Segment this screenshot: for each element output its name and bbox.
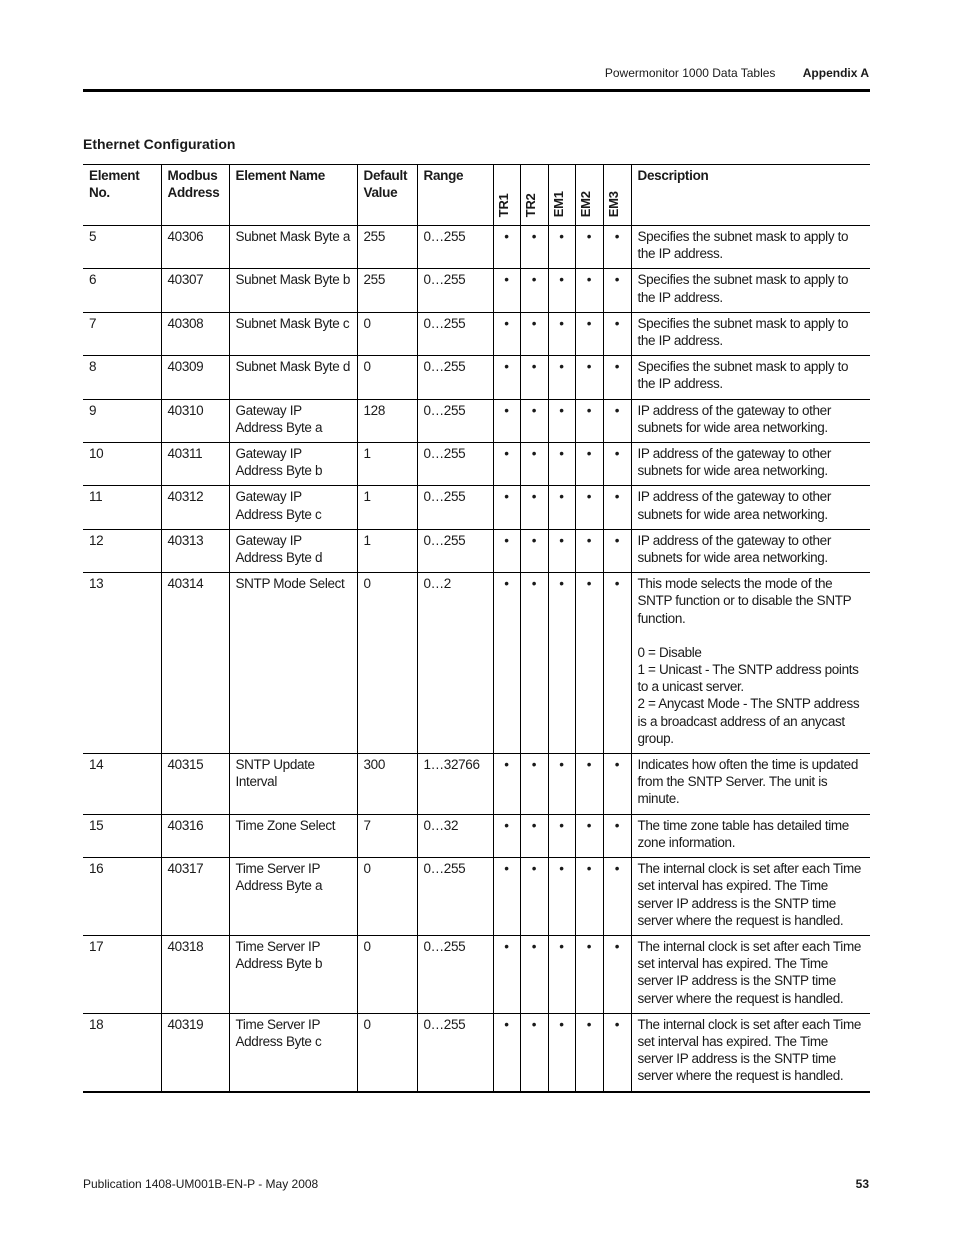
cell-element-no: 10 <box>83 443 161 486</box>
cell-element-name: SNTP Mode Select <box>229 573 357 754</box>
col-header-tr1: TR1 <box>493 165 520 226</box>
table-row <box>83 1013 870 1091</box>
cell-default-value: 0 <box>357 356 417 399</box>
cell-range: 0…255 <box>417 935 493 1013</box>
cell-modbus-address: 40308 <box>161 312 229 355</box>
cell-range: 0…255 <box>417 356 493 399</box>
cell-description <box>631 814 870 857</box>
cell-tr2-bullet: • <box>520 312 548 355</box>
cell-modbus-address: 40318 <box>161 935 229 1013</box>
cell-em1-bullet: • <box>548 356 575 399</box>
cell-default-value: 0 <box>357 935 417 1013</box>
cell-em2-bullet: • <box>575 573 603 754</box>
cell-element-name: Gateway IP Address Byte a <box>229 399 357 442</box>
cell-range: 0…255 <box>417 226 493 269</box>
cell-em1-bullet: • <box>548 754 575 815</box>
description-line: 1 = Unicast - The SNTP address points to a unicast server. <box>637 662 859 695</box>
cell-range: 1…32766 <box>417 754 493 815</box>
table-row <box>83 935 870 1013</box>
cell-em2-bullet: • <box>575 356 603 399</box>
cell-element-name: SNTP Update Interval <box>229 754 357 815</box>
cell-default-value: 255 <box>357 269 417 312</box>
cell-element-no: 9 <box>83 399 161 442</box>
footer-page-number: 53 <box>855 1177 869 1191</box>
cell-element-name: Time Server IP Address Byte b <box>229 935 357 1013</box>
cell-element-no: 16 <box>83 858 161 936</box>
cell-em2-bullet: • <box>575 312 603 355</box>
cell-em3-bullet: • <box>603 356 631 399</box>
cell-em2-bullet: • <box>575 1013 603 1091</box>
cell-default-value: 255 <box>357 226 417 269</box>
cell-em1-bullet: • <box>548 486 575 529</box>
col-header-em2: EM2 <box>575 165 603 226</box>
cell-tr2-bullet: • <box>520 486 548 529</box>
cell-em3-bullet: • <box>603 226 631 269</box>
description-line: IP address of the gateway to other subnets for wide area networking. <box>637 532 831 566</box>
cell-em3-bullet: • <box>603 312 631 355</box>
cell-range: 0…255 <box>417 1013 493 1091</box>
cell-tr2-bullet: • <box>520 226 548 269</box>
cell-element-no: 12 <box>83 529 161 572</box>
cell-em1-bullet: • <box>548 529 575 572</box>
description-line: The internal clock is set after each Time set interval has expired. The Time server IP address is the SNTP time server where the request is handled. <box>637 1016 862 1084</box>
table-row <box>83 529 870 572</box>
cell-tr1-bullet: • <box>493 486 520 529</box>
cell-em2-bullet: • <box>575 226 603 269</box>
cell-element-no: 18 <box>83 1013 161 1091</box>
cell-element-name: Subnet Mask Byte d <box>229 356 357 399</box>
cell-tr1-bullet: • <box>493 935 520 1013</box>
cell-tr2-bullet: • <box>520 269 548 312</box>
table-row <box>83 443 870 486</box>
cell-em1-bullet: • <box>548 858 575 936</box>
cell-element-no: 15 <box>83 814 161 857</box>
cell-tr1-bullet: • <box>493 573 520 754</box>
cell-em3-bullet: • <box>603 858 631 936</box>
table-row <box>83 312 870 355</box>
cell-em3-bullet: • <box>603 1013 631 1091</box>
cell-tr1-bullet: • <box>493 356 520 399</box>
cell-default-value: 0 <box>357 312 417 355</box>
cell-default-value: 1 <box>357 529 417 572</box>
cell-element-name: Gateway IP Address Byte d <box>229 529 357 572</box>
cell-em2-bullet: • <box>575 486 603 529</box>
description-line: Specifies the subnet mask to apply to the IP address. <box>637 229 849 262</box>
cell-modbus-address: 40312 <box>161 486 229 529</box>
description-line: This mode selects the mode of the SNTP function or to disable the SNTP function. <box>637 576 852 626</box>
cell-element-no: 14 <box>83 754 161 815</box>
section-title: Ethernet Configuration <box>83 136 236 152</box>
cell-em1-bullet: • <box>548 1013 575 1091</box>
cell-description <box>631 1013 870 1091</box>
cell-em2-bullet: • <box>575 754 603 815</box>
cell-em1-bullet: • <box>548 399 575 442</box>
cell-element-name: Time Server IP Address Byte a <box>229 858 357 936</box>
cell-element-no: 5 <box>83 226 161 269</box>
cell-element-name: Subnet Mask Byte c <box>229 312 357 355</box>
footer-publication: Publication 1408-UM001B-EN-P - May 2008 <box>83 1177 319 1191</box>
cell-description <box>631 858 870 936</box>
description-line: IP address of the gateway to other subnets for wide area networking. <box>637 446 831 479</box>
description-line: The internal clock is set after each Time set interval has expired. The Time server IP address is the SNTP time server where the request is handled. <box>637 938 862 1006</box>
col-header-element-name: Element Name <box>229 165 357 226</box>
cell-tr2-bullet: • <box>520 1013 548 1091</box>
cell-em1-bullet: • <box>548 312 575 355</box>
cell-range: 0…255 <box>417 529 493 572</box>
cell-tr2-bullet: • <box>520 443 548 486</box>
cell-em2-bullet: • <box>575 814 603 857</box>
cell-description <box>631 754 870 815</box>
cell-em3-bullet: • <box>603 486 631 529</box>
cell-tr2-bullet: • <box>520 935 548 1013</box>
cell-tr1-bullet: • <box>493 226 520 269</box>
cell-description <box>631 486 870 529</box>
cell-em2-bullet: • <box>575 529 603 572</box>
cell-em2-bullet: • <box>575 858 603 936</box>
cell-description <box>631 356 870 399</box>
cell-element-name: Subnet Mask Byte b <box>229 269 357 312</box>
table-header-row <box>83 165 870 226</box>
cell-description <box>631 935 870 1013</box>
cell-range: 0…255 <box>417 399 493 442</box>
description-line: Specifies the subnet mask to apply to the IP address. <box>637 315 849 349</box>
table-row <box>83 356 870 399</box>
cell-em3-bullet: • <box>603 573 631 754</box>
cell-modbus-address: 40315 <box>161 754 229 815</box>
cell-tr2-bullet: • <box>520 573 548 754</box>
cell-default-value: 0 <box>357 1013 417 1091</box>
cell-modbus-address: 40309 <box>161 356 229 399</box>
cell-modbus-address: 40306 <box>161 226 229 269</box>
table-row <box>83 814 870 857</box>
cell-description <box>631 226 870 269</box>
table-row <box>83 486 870 529</box>
cell-em3-bullet: • <box>603 269 631 312</box>
cell-element-no: 11 <box>83 486 161 529</box>
cell-tr1-bullet: • <box>493 814 520 857</box>
cell-tr2-bullet: • <box>520 356 548 399</box>
col-header-range: Range <box>417 165 493 226</box>
cell-description <box>631 529 870 572</box>
cell-modbus-address: 40313 <box>161 529 229 572</box>
description-line: 0 = Disable <box>637 644 702 660</box>
cell-tr2-bullet: • <box>520 399 548 442</box>
cell-tr2-bullet: • <box>520 529 548 572</box>
cell-range: 0…255 <box>417 269 493 312</box>
cell-default-value: 300 <box>357 754 417 815</box>
cell-element-name: Gateway IP Address Byte c <box>229 486 357 529</box>
cell-range: 0…32 <box>417 814 493 857</box>
cell-em1-bullet: • <box>548 226 575 269</box>
cell-default-value: 1 <box>357 443 417 486</box>
cell-range: 0…2 <box>417 573 493 754</box>
col-header-description: Description <box>631 165 870 226</box>
description-line: Indicates how often the time is updated from the SNTP Server. The unit is minute. <box>637 757 858 807</box>
description-line: 2 = Anycast Mode - The SNTP address is a broadcast address of an anycast group. <box>637 696 860 746</box>
col-header-default-value: Default Value <box>357 165 417 226</box>
cell-range: 0…255 <box>417 486 493 529</box>
table-body <box>83 226 870 1092</box>
cell-default-value: 0 <box>357 573 417 754</box>
description-line: Specifies the subnet mask to apply to the IP address. <box>637 359 849 392</box>
header-rule <box>83 89 870 92</box>
cell-em1-bullet: • <box>548 935 575 1013</box>
cell-description <box>631 573 870 754</box>
table-row <box>83 573 870 754</box>
description-line: Specifies the subnet mask to apply to the IP address. <box>637 272 849 305</box>
cell-em3-bullet: • <box>603 529 631 572</box>
cell-element-name: Gateway IP Address Byte b <box>229 443 357 486</box>
data-table <box>83 164 870 1093</box>
cell-modbus-address: 40317 <box>161 858 229 936</box>
header-appendix: Appendix A <box>802 66 869 80</box>
cell-modbus-address: 40316 <box>161 814 229 857</box>
cell-em1-bullet: • <box>548 269 575 312</box>
cell-range: 0…255 <box>417 443 493 486</box>
cell-tr2-bullet: • <box>520 754 548 815</box>
cell-default-value: 7 <box>357 814 417 857</box>
cell-element-name: Subnet Mask Byte a <box>229 226 357 269</box>
cell-default-value: 128 <box>357 399 417 442</box>
cell-em2-bullet: • <box>575 399 603 442</box>
cell-em3-bullet: • <box>603 399 631 442</box>
header-doc-title: Powermonitor 1000 Data Tables <box>604 66 776 80</box>
description-line: IP address of the gateway to other subnets for wide area networking. <box>637 489 831 522</box>
running-header <box>605 66 869 80</box>
cell-tr1-bullet: • <box>493 1013 520 1091</box>
cell-modbus-address: 40307 <box>161 269 229 312</box>
cell-element-no: 6 <box>83 269 161 312</box>
cell-default-value: 0 <box>357 858 417 936</box>
cell-tr2-bullet: • <box>520 814 548 857</box>
cell-em3-bullet: • <box>603 814 631 857</box>
cell-em2-bullet: • <box>575 443 603 486</box>
col-header-modbus-address: Modbus Address <box>161 165 229 226</box>
cell-em1-bullet: • <box>548 443 575 486</box>
cell-em2-bullet: • <box>575 935 603 1013</box>
col-header-element-no: Element No. <box>83 165 161 226</box>
cell-element-no: 8 <box>83 356 161 399</box>
cell-tr1-bullet: • <box>493 443 520 486</box>
table-row <box>83 399 870 442</box>
cell-modbus-address: 40314 <box>161 573 229 754</box>
description-line: IP address of the gateway to other subnets for wide area networking. <box>637 402 831 435</box>
cell-description <box>631 312 870 355</box>
cell-em3-bullet: • <box>603 443 631 486</box>
table-row <box>83 754 870 815</box>
cell-tr1-bullet: • <box>493 399 520 442</box>
cell-tr1-bullet: • <box>493 529 520 572</box>
cell-description <box>631 399 870 442</box>
cell-modbus-address: 40311 <box>161 443 229 486</box>
cell-em3-bullet: • <box>603 754 631 815</box>
cell-description <box>631 269 870 312</box>
table-row <box>83 269 870 312</box>
cell-em1-bullet: • <box>548 814 575 857</box>
table-row <box>83 226 870 269</box>
cell-element-no: 17 <box>83 935 161 1013</box>
cell-tr2-bullet: • <box>520 858 548 936</box>
cell-modbus-address: 40310 <box>161 399 229 442</box>
cell-element-no: 7 <box>83 312 161 355</box>
table-row <box>83 858 870 936</box>
description-line: The time zone table has detailed time zone information. <box>637 817 849 850</box>
cell-em1-bullet: • <box>548 573 575 754</box>
col-header-em1: EM1 <box>548 165 575 226</box>
cell-element-no: 13 <box>83 573 161 754</box>
cell-modbus-address: 40319 <box>161 1013 229 1091</box>
cell-tr1-bullet: • <box>493 858 520 936</box>
cell-range: 0…255 <box>417 312 493 355</box>
cell-tr1-bullet: • <box>493 754 520 815</box>
col-header-em3: EM3 <box>603 165 631 226</box>
cell-description <box>631 443 870 486</box>
cell-range: 0…255 <box>417 858 493 936</box>
cell-element-name: Time Server IP Address Byte c <box>229 1013 357 1091</box>
description-line <box>638 627 865 644</box>
cell-tr1-bullet: • <box>493 312 520 355</box>
description-line: The internal clock is set after each Time set interval has expired. The Time server IP address is the SNTP time server where the request is handled. <box>637 861 862 928</box>
cell-default-value: 1 <box>357 486 417 529</box>
cell-em2-bullet: • <box>575 269 603 312</box>
cell-em3-bullet: • <box>603 935 631 1013</box>
cell-element-name: Time Zone Select <box>229 814 357 857</box>
cell-tr1-bullet: • <box>493 269 520 312</box>
col-header-tr2: TR2 <box>520 165 548 226</box>
